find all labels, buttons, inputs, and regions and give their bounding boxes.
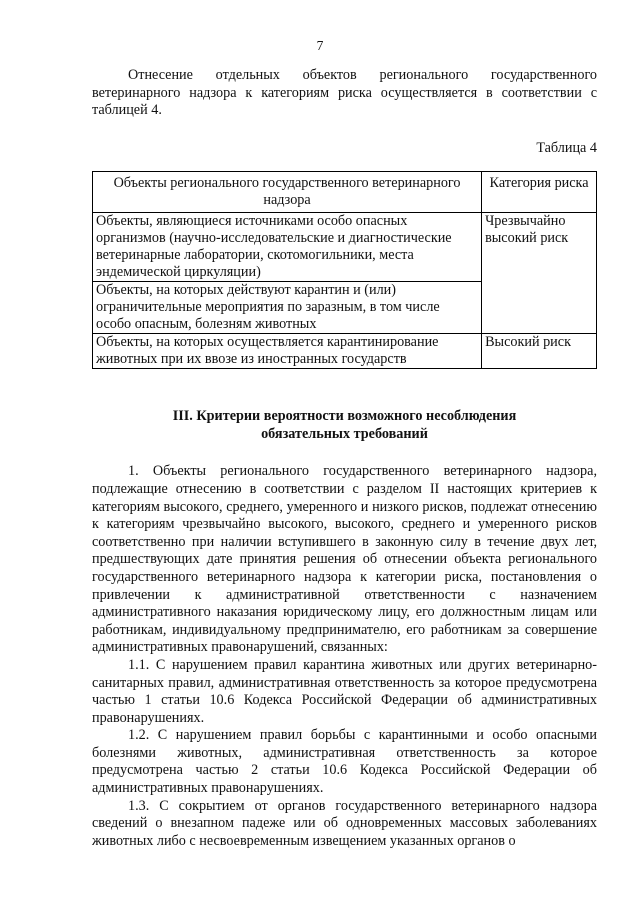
table-header-objects: Объекты регионального государственного ветеринарного надзора bbox=[93, 172, 482, 213]
table-cell-object: Объекты, на которых действуют карантин и (или) ограничительные мероприятия по заразным, в том числе особо опасным, болезням животных bbox=[93, 282, 482, 334]
risk-category-table bbox=[92, 171, 597, 369]
paragraph-1-1: 1.1. С нарушением правил карантина животных или других ветеринарно-санитарных правил, административная ответственность за которое предусмотрена частью 1 статьи 10.6 Кодекса Российской Федерации об административных правонарушениях. bbox=[92, 656, 597, 726]
page-number: 7 bbox=[316, 38, 324, 53]
table-cell-category: Чрезвычайно высокий риск bbox=[482, 213, 597, 334]
table-caption: Таблица 4 bbox=[536, 139, 597, 156]
table-row bbox=[93, 334, 597, 369]
table-cell-category: Высокий риск bbox=[482, 334, 597, 369]
document-body bbox=[92, 67, 597, 850]
table-header-row bbox=[93, 172, 597, 213]
section-heading-line2: обязательных требований bbox=[261, 426, 428, 443]
table-row bbox=[93, 213, 597, 282]
paragraph-1: 1. Объекты регионального государственного ветеринарного надзора, подлежащие отнесению в соответствии с разделом II настоящих критериев к категориям высокого, среднего, умеренного и низкого рисков, подлежат отнесению к категориям чрезвычайно высокого, высокого, среднего и умеренного рисков соответственно при наличии вступившего в законную силу в течение двух лет, предшествующих дате принятия решения об отнесении объекта регионального государственного ветеринарного надзора к категории риска, постановления о привлечении к административной ответственности с назначением административного наказания юридическому лицу, его должностным лицам или работникам, индивидуальному предпринимателю, его работникам за совершение административных правонарушений, связанных: bbox=[92, 463, 597, 656]
paragraph-1-2: 1.2. С нарушением правил борьбы с карантинными и особо опасными болезнями животных, административная ответственность за которое предусмотрена частью 2 статьи 10.6 Кодекса Российской Федерации об административных правонарушениях. bbox=[92, 727, 597, 797]
paragraph-1-3: 1.3. С сокрытием от органов государственного ветеринарного надзора сведений о внезапном падеже или об одновременных массовых заболеваниях животных либо с несвоевременным извещением указанных органов о bbox=[92, 797, 597, 849]
table-cell-object: Объекты, являющиеся источниками особо опасных организмов (научно-исследовательские и диагностические ветеринарные лаборатории, скотомогильники, места эндемической циркуляции) bbox=[93, 213, 482, 282]
section-heading-line1: III. Критерии вероятности возможного несоблюдения bbox=[172, 408, 517, 425]
section-heading bbox=[92, 407, 597, 443]
table-cell-object: Объекты, на которых осуществляется карантинирование животных при их ввозе из иностранных государств bbox=[93, 334, 482, 369]
intro-paragraph: Отнесение отдельных объектов регионального государственного ветеринарного надзора к категориям риска осуществляется в соответствии с таблицей 4. bbox=[92, 67, 597, 119]
table-header-category: Категория риска bbox=[482, 172, 597, 213]
